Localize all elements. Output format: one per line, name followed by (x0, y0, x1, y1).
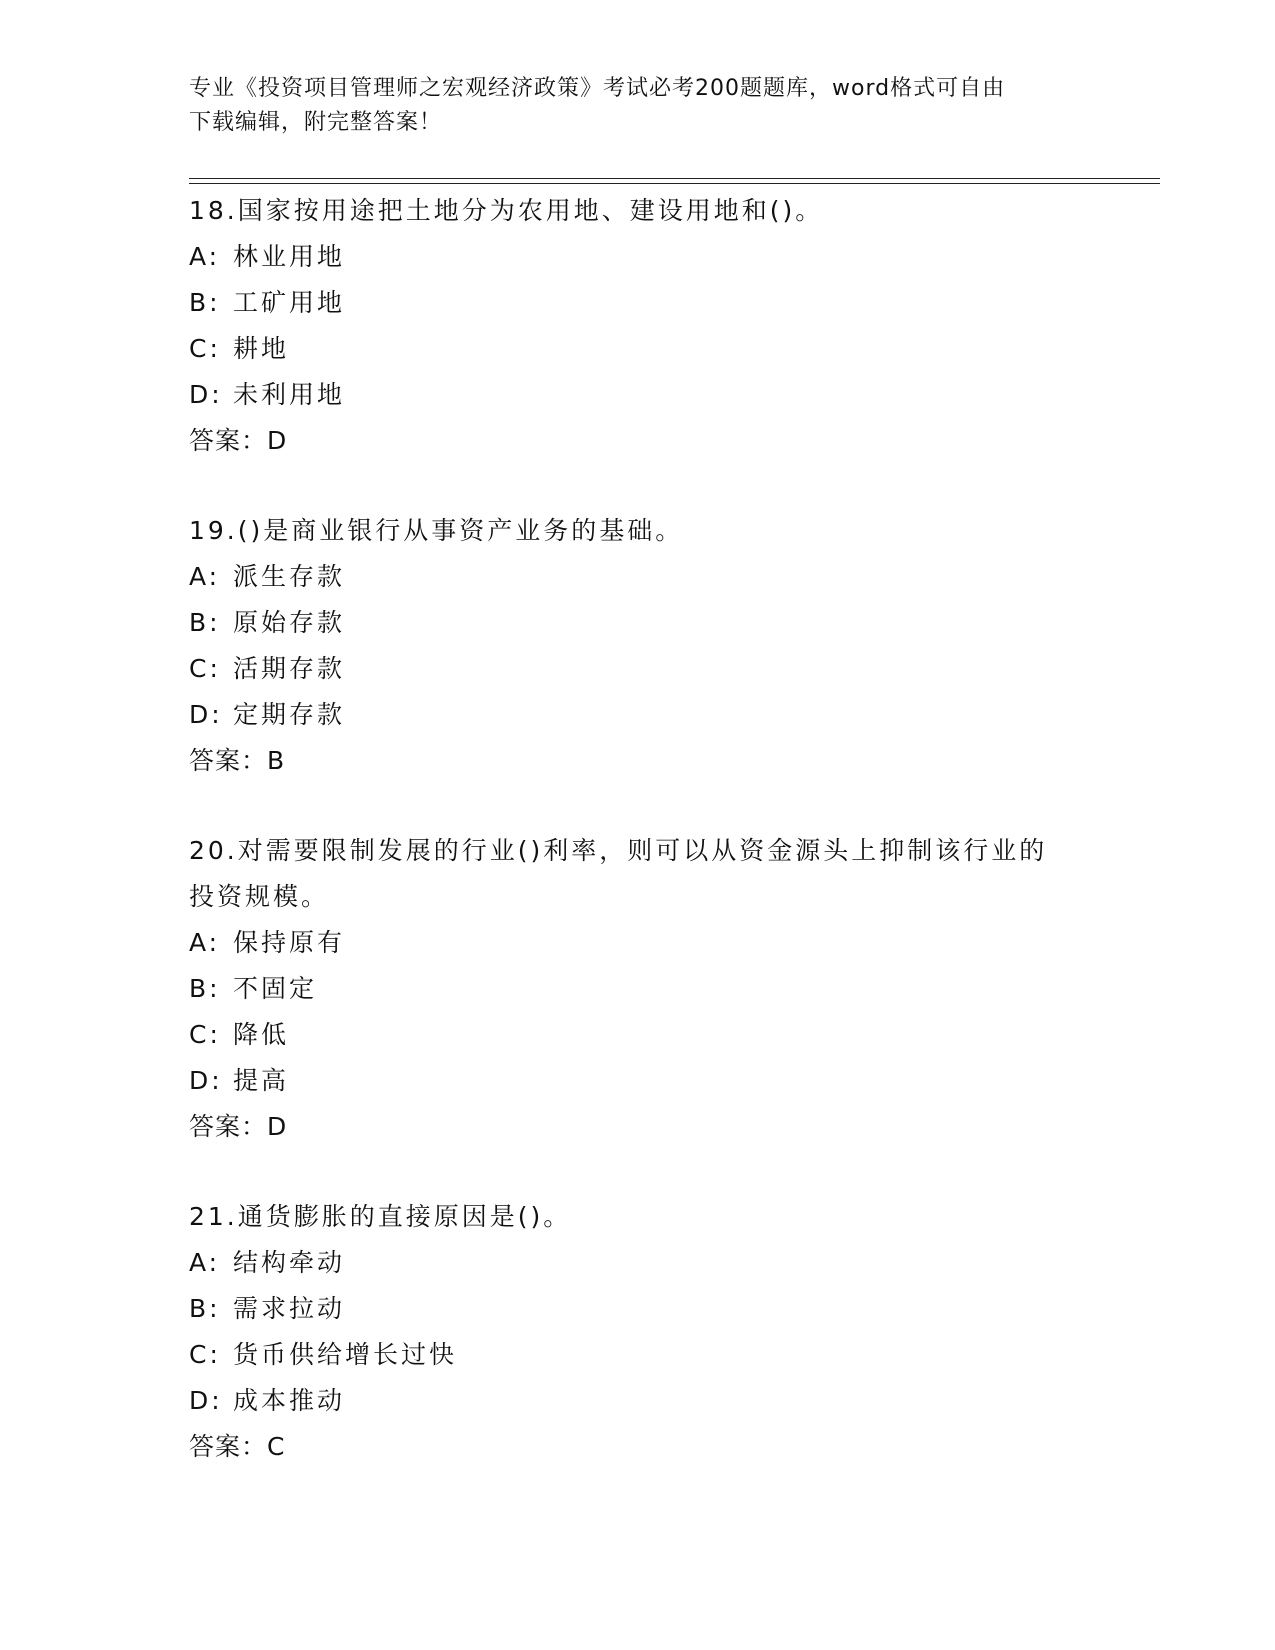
answer-line: 答案：B (189, 746, 286, 775)
option-d (189, 372, 1149, 418)
option-text: 活期存款 (233, 654, 346, 683)
header-line-1: 专业《投资项目管理师之宏观经济政策》考试必考200题题库，word格式可自由 (189, 76, 1006, 101)
option-a (189, 234, 1149, 280)
option-text: 未利用地 (233, 380, 346, 409)
question-stem: 19.()是商业银行从事资产业务的基础。 (189, 516, 684, 545)
option-d (189, 692, 1149, 738)
option-letter: D: (189, 1066, 223, 1095)
option-a (189, 554, 1149, 600)
option-text: 林业用地 (233, 242, 346, 271)
question-stem: 18.国家按用途把土地分为农用地、建设用地和()。 (189, 196, 824, 225)
option-d (189, 1378, 1149, 1424)
answer-line: 答案：D (189, 426, 288, 455)
option-letter: D: (189, 380, 223, 409)
answer-line: 答案：C (189, 1432, 286, 1461)
option-b (189, 600, 1149, 646)
option-text: 派生存款 (233, 562, 346, 591)
question-stem: 20.对需要限制发展的行业()利率，则可以从资金源头上抑制该行业的 (189, 836, 1048, 865)
option-letter: B: (189, 608, 221, 637)
option-letter: C: (189, 654, 221, 683)
option-c (189, 1012, 1149, 1058)
option-text: 原始存款 (233, 608, 346, 637)
option-letter: A: (189, 928, 221, 957)
option-text: 需求拉动 (233, 1294, 346, 1323)
document-header (189, 72, 1089, 140)
option-a (189, 1240, 1149, 1286)
option-text: 成本推动 (233, 1386, 346, 1415)
option-letter: B: (189, 974, 221, 1003)
option-b (189, 966, 1149, 1012)
header-divider-top (189, 178, 1160, 179)
question-list (189, 188, 1149, 1514)
option-b (189, 1286, 1149, 1332)
option-b (189, 280, 1149, 326)
option-letter: B: (189, 1294, 221, 1323)
option-text: 耕地 (233, 334, 290, 363)
option-letter: D: (189, 700, 223, 729)
option-letter: C: (189, 1340, 221, 1369)
option-text: 货币供给增长过快 (233, 1340, 458, 1369)
option-c (189, 646, 1149, 692)
option-a (189, 920, 1149, 966)
question-20 (189, 828, 1149, 1150)
option-d (189, 1058, 1149, 1104)
option-text: 提高 (233, 1066, 290, 1095)
option-letter: A: (189, 242, 221, 271)
option-c (189, 326, 1149, 372)
question-19 (189, 508, 1149, 784)
option-letter: D: (189, 1386, 223, 1415)
option-text: 定期存款 (233, 700, 346, 729)
option-c (189, 1332, 1149, 1378)
header-line-2: 下载编辑，附完整答案！ (189, 110, 443, 135)
option-letter: A: (189, 562, 221, 591)
option-text: 工矿用地 (233, 288, 346, 317)
option-letter: B: (189, 288, 221, 317)
option-letter: C: (189, 1020, 221, 1049)
option-text: 不固定 (233, 974, 318, 1003)
header-divider-bottom (189, 183, 1160, 184)
question-18 (189, 188, 1149, 464)
option-text: 保持原有 (233, 928, 346, 957)
option-text: 降低 (233, 1020, 290, 1049)
question-21 (189, 1194, 1149, 1470)
answer-line: 答案：D (189, 1112, 288, 1141)
question-stem-continued: 投资规模。 (189, 882, 330, 911)
option-text: 结构牵动 (233, 1248, 346, 1277)
option-letter: C: (189, 334, 221, 363)
option-letter: A: (189, 1248, 221, 1277)
question-stem: 21.通货膨胀的直接原因是()。 (189, 1202, 572, 1231)
